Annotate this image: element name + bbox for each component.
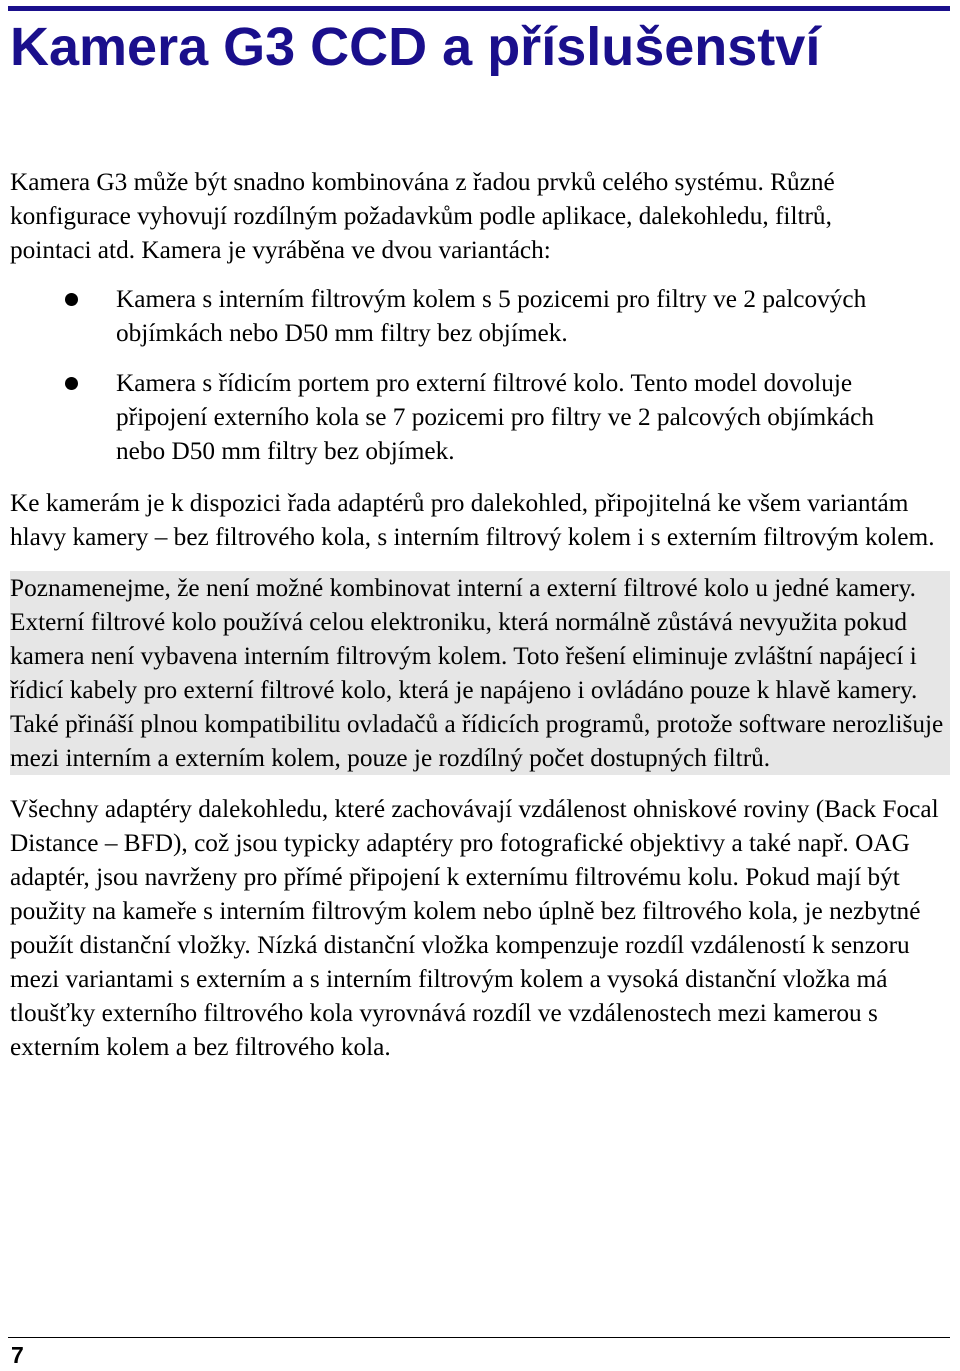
intro-paragraph: Kamera G3 může být snadno kombinována z řadou prvků celého systému. Různé konfigurace vyhovují rozdílným požadavkům podle aplikace, dalekohledu, filtrů, pointaci atd. Kamera je vyráběna ve dvou variantách: <box>10 168 835 264</box>
footer-rule <box>8 1337 950 1338</box>
bfd-paragraph: Všechny adaptéry dalekohledu, které zachovávají vzdálenost ohniskové roviny (Back Focal Distance – BFD), což jsou typicky adaptéry pro fotografické objektivy a také např. OAG adaptér, jsou navrženy pro přímé připojení k externímu filtrovému kolu. Pokud mají být použity na kameře s interním filtrovým kolem nebo úplně bez filtrového kola, je nezbytné použít distanční vložky. Nízká distanční vložka kompenzuje rozdíl vzdáleností k senzoru mezi variantami s externím a s interním filtrovým kolem a vysoká distanční vložka má tloušťky externího filtrového kola vyrovnává rozdíl ve vzdálenostech mezi kamerou s externím kolem a bez filtrového kola. <box>10 795 939 1061</box>
list-item <box>10 282 886 350</box>
top-rule <box>8 6 950 11</box>
document-body <box>10 165 950 1064</box>
bullet-icon <box>65 377 78 390</box>
adapters-paragraph: Ke kamerám je k dispozici řada adaptérů pro dalekohled, připojitelná ke všem variantám hlavy kamery – bez filtrového kola, s interním filtrový kolem i s externím filtrovým kolem. <box>10 489 935 551</box>
page-number: 7 <box>11 1342 24 1368</box>
variant-list <box>10 282 950 468</box>
note-paragraph: Poznamenejme, že není možné kombinovat interní a externí filtrové kolo u jedné kamery. Externí filtrové kolo používá celou elektroniku, která normálně zůstává nevyužita pokud kamera není vybavena interním filtrovým kolem. Toto řešení eliminuje zvláštní napájecí i řídicí kabely pro externí filtrové kolo, která je napájeno i ovládáno pouze k hlavě kamery. Také přináší plnou kompatibilitu ovladačů a řídicích programů, protože software nerozlišuje mezi interním a externím kolem, pouze je rozdílný počet dostupných filtrů. <box>10 571 950 775</box>
bullet-icon <box>65 293 78 306</box>
list-item <box>10 366 886 468</box>
page-title: Kamera G3 CCD a příslušenství <box>10 17 821 77</box>
list-item-text: Kamera s interním filtrovým kolem s 5 pozicemi pro filtry ve 2 palcových objímkách nebo D50 mm filtry bez objímek. <box>116 285 867 347</box>
list-item-text: Kamera s řídicím portem pro externí filtrové kolo. Tento model dovoluje připojení externího kola se 7 pozicemi pro filtry ve 2 palcových objímkách nebo D50 mm filtry bez objímek. <box>116 369 874 465</box>
